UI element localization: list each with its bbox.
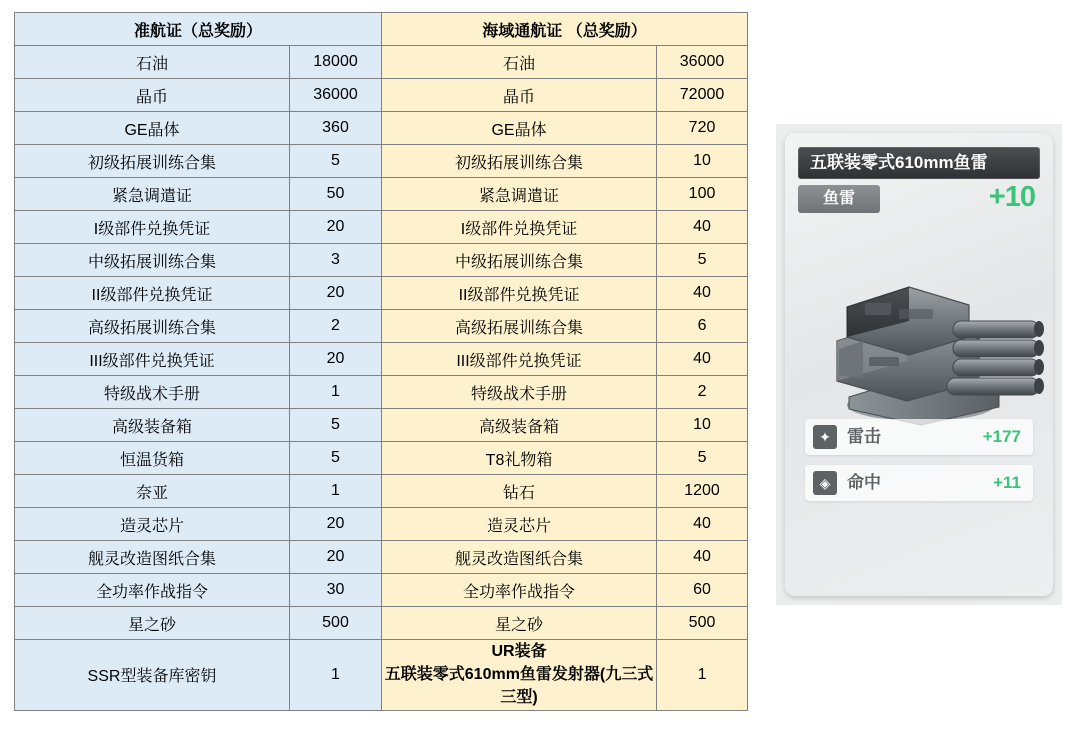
- cell-left-value: 20: [290, 343, 382, 376]
- cell-left-name: 造灵芯片: [15, 508, 290, 541]
- cell-left-value: 20: [290, 541, 382, 574]
- cell-left-value: 30: [290, 574, 382, 607]
- cell-right-name: 高级装备箱: [382, 409, 657, 442]
- enhance-level: +10: [988, 181, 1035, 213]
- cell-right-name: 造灵芯片: [382, 508, 657, 541]
- cell-left-name: 恒温货箱: [15, 442, 290, 475]
- equipment-type: 鱼雷: [822, 190, 855, 207]
- cell-right-name: 特级战术手册: [382, 376, 657, 409]
- cell-left-value: 2: [290, 310, 382, 343]
- cell-left-name: 紧急调遣证: [15, 178, 290, 211]
- cell-left-value: 20: [290, 277, 382, 310]
- cell-left-name: 中级拓展训练合集: [15, 244, 290, 277]
- cell-left-name: 特级战术手册: [15, 376, 290, 409]
- cell-left-value: 1: [290, 640, 382, 711]
- cell-left-value: 36000: [290, 79, 382, 112]
- cell-left-name: SSR型装备库密钥: [15, 640, 290, 711]
- table-row: [15, 442, 748, 475]
- equipment-card-inner: [785, 133, 1053, 596]
- cell-right-name: 石油: [382, 46, 657, 79]
- cell-right-value: 5: [657, 244, 748, 277]
- cell-right-value: 40: [657, 541, 748, 574]
- reward-comparison-table: [14, 12, 748, 711]
- table-row: [15, 508, 748, 541]
- cell-right-value: 72000: [657, 79, 748, 112]
- table-row: [15, 310, 748, 343]
- cell-right-name-ur: UR装备 五联装零式610mm鱼雷发射器(九三式三型): [382, 640, 657, 711]
- cell-left-value: 20: [290, 211, 382, 244]
- cell-left-name: 初级拓展训练合集: [15, 145, 290, 178]
- cell-right-value: 40: [657, 277, 748, 310]
- table-row: [15, 343, 748, 376]
- torpedo-icon: ✦: [813, 425, 837, 449]
- cell-right-name: 紧急调遣证: [382, 178, 657, 211]
- cell-right-value: 40: [657, 211, 748, 244]
- header-left: 准航证（总奖励）: [15, 13, 382, 46]
- cell-left-name: 石油: [15, 46, 290, 79]
- cell-left-name: 全功率作战指令: [15, 574, 290, 607]
- equipment-name-plate: [798, 147, 1040, 179]
- table-row: [15, 79, 748, 112]
- torpedo-launcher-illustration: [803, 229, 1035, 439]
- cell-right-name: 钻石: [382, 475, 657, 508]
- stat-value-torpedo: +177: [982, 427, 1021, 446]
- cell-left-value: 5: [290, 409, 382, 442]
- cell-right-value: 36000: [657, 46, 748, 79]
- table-row: [15, 475, 748, 508]
- torpedo-launcher-icon: [803, 229, 1053, 439]
- header-right: 海域通航证 （总奖励）: [382, 13, 748, 46]
- cell-right-value: 500: [657, 607, 748, 640]
- table-row: [15, 112, 748, 145]
- equipment-card: [776, 124, 1062, 605]
- table-row: [15, 376, 748, 409]
- table-row: [15, 409, 748, 442]
- table-row: [15, 607, 748, 640]
- cell-left-value: 50: [290, 178, 382, 211]
- cell-left-value: 5: [290, 145, 382, 178]
- stat-label-torpedo: 雷击: [847, 427, 881, 446]
- cell-left-value: 5: [290, 442, 382, 475]
- cell-right-value: 5: [657, 442, 748, 475]
- table-row: [15, 574, 748, 607]
- cell-left-value: 20: [290, 508, 382, 541]
- table-row: [15, 541, 748, 574]
- cell-right-name: 晶币: [382, 79, 657, 112]
- cell-right-value: 10: [657, 409, 748, 442]
- table-row: [15, 244, 748, 277]
- cell-right-value: 40: [657, 343, 748, 376]
- cell-right-value: 100: [657, 178, 748, 211]
- cell-right-value: 40: [657, 508, 748, 541]
- cell-right-name: III级部件兑换凭证: [382, 343, 657, 376]
- cell-left-value: 1: [290, 376, 382, 409]
- cell-right-value: 6: [657, 310, 748, 343]
- cell-right-name: T8礼物箱: [382, 442, 657, 475]
- stat-value-accuracy: +11: [993, 473, 1021, 492]
- table-row: [15, 277, 748, 310]
- table-row-final: [15, 640, 748, 711]
- cell-left-value: 18000: [290, 46, 382, 79]
- cell-right-value: 1200: [657, 475, 748, 508]
- cell-left-value: 3: [290, 244, 382, 277]
- cell-left-name: I级部件兑换凭证: [15, 211, 290, 244]
- cell-left-value: 500: [290, 607, 382, 640]
- equipment-name: 五联装零式610mm鱼雷: [810, 153, 988, 172]
- cell-right-value: 720: [657, 112, 748, 145]
- cell-left-value: 1: [290, 475, 382, 508]
- accuracy-icon: ◈: [813, 471, 837, 495]
- cell-right-value: 2: [657, 376, 748, 409]
- table-row: [15, 211, 748, 244]
- table-row: [15, 46, 748, 79]
- cell-right-name: 舰灵改造图纸合集: [382, 541, 657, 574]
- table-row: [15, 178, 748, 211]
- stat-label-accuracy: 命中: [847, 473, 881, 492]
- cell-left-name: 晶币: [15, 79, 290, 112]
- cell-right-value: 1: [657, 640, 748, 711]
- cell-right-value: 10: [657, 145, 748, 178]
- cell-right-name: II级部件兑换凭证: [382, 277, 657, 310]
- cell-right-name: I级部件兑换凭证: [382, 211, 657, 244]
- table-row: [15, 145, 748, 178]
- cell-right-name: 全功率作战指令: [382, 574, 657, 607]
- cell-left-name: 舰灵改造图纸合集: [15, 541, 290, 574]
- cell-left-name: 高级装备箱: [15, 409, 290, 442]
- cell-right-name: GE晶体: [382, 112, 657, 145]
- cell-left-name: 奈亚: [15, 475, 290, 508]
- cell-right-name: 星之砂: [382, 607, 657, 640]
- cell-right-value: 60: [657, 574, 748, 607]
- cell-left-name: GE晶体: [15, 112, 290, 145]
- stat-row-accuracy: [805, 465, 1033, 501]
- cell-left-name: III级部件兑换凭证: [15, 343, 290, 376]
- equipment-type-plate: [798, 185, 880, 213]
- cell-left-name: II级部件兑换凭证: [15, 277, 290, 310]
- cell-right-name: 中级拓展训练合集: [382, 244, 657, 277]
- cell-right-name: 初级拓展训练合集: [382, 145, 657, 178]
- cell-left-name: 星之砂: [15, 607, 290, 640]
- table-header-row: [15, 13, 748, 46]
- cell-left-value: 360: [290, 112, 382, 145]
- cell-right-name: 高级拓展训练合集: [382, 310, 657, 343]
- cell-left-name: 高级拓展训练合集: [15, 310, 290, 343]
- stat-row-torpedo: [805, 419, 1033, 455]
